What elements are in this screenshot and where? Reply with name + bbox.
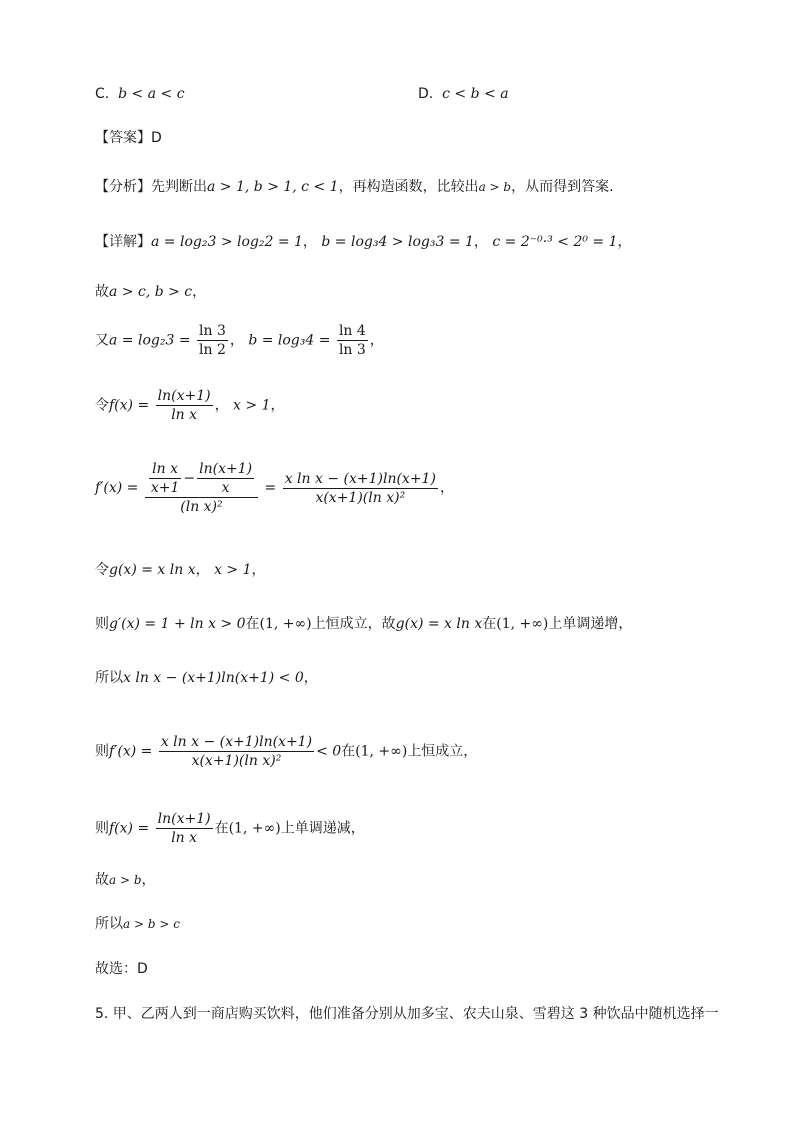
detail-tag: 【详解】	[95, 234, 151, 250]
frac-den: ln 3	[338, 342, 366, 358]
line-8-t1: 在	[341, 743, 356, 760]
frac-den: ln 2	[199, 342, 226, 358]
line-8-t2: 上恒成立，	[407, 743, 478, 760]
analysis-pre: 先判断出	[151, 179, 207, 195]
line-7: 所以x ln x − (x+1)ln(x+1) < 0，	[95, 670, 318, 686]
line-1-expr: a > c, b > c	[109, 284, 193, 300]
frac-num: ln x	[149, 460, 182, 479]
line-8	[95, 733, 477, 770]
detail-line: 【详解】a = log₂3 > log₂2 = 1， b = log₃4 > log₃3 = 1， c = 2⁻⁰·³ < 2⁰ = 1，	[95, 234, 632, 250]
fraction-ln3-ln2	[197, 322, 228, 359]
frac-den: ln x	[171, 830, 198, 846]
interval: (1, +∞)	[259, 616, 312, 632]
interval: (1, +∞)	[496, 616, 549, 632]
line-6-t3: 在	[482, 616, 497, 632]
line-3-f: f(x) =	[109, 397, 150, 414]
analysis-post: ，从而得到答案.	[511, 179, 614, 195]
line-3-cond: x > 1	[233, 397, 271, 414]
line-2-a: a = log₂3 =	[109, 332, 191, 349]
line-7-expr: x ln x − (x+1)ln(x+1) < 0	[123, 670, 304, 686]
line-10	[95, 870, 156, 890]
analysis-line	[95, 177, 614, 197]
fraction-fprime-result	[283, 470, 438, 507]
line-2-pre: 又	[95, 332, 109, 349]
interval: (1, +∞)	[355, 743, 408, 760]
line-3: 令f(x) = $\frac{\ln(x+1)}{\text{ln x}}$ ， x > 1，	[95, 388, 285, 423]
detail-eq3: c = 2⁻⁰·³ < 2⁰ = 1	[492, 234, 618, 250]
line-8-lt: < 0	[316, 743, 342, 760]
frac-den: ln x	[171, 407, 198, 423]
answer-tag: 【答案】	[95, 130, 151, 146]
question-5-text: 5. 甲、乙两人到一商店购买饮料，他们准备分别从加多宝、农夫山泉、雪碧这 3 种饮品中随机选择一	[95, 1006, 719, 1022]
answer-value: D	[151, 130, 162, 146]
line-9-f: f(x) =	[109, 820, 150, 837]
line-9	[95, 810, 365, 847]
frac-den: x(x+1)(ln x)²	[315, 489, 406, 506]
line-10-pre: 故	[95, 872, 109, 888]
line-11-pre: 所以	[95, 916, 123, 932]
inner-fraction-2	[197, 460, 254, 497]
frac-den: x(x+1)(ln x)²	[191, 753, 282, 769]
line-9-pre: 则	[95, 820, 109, 837]
fraction-ln4-ln3	[337, 322, 368, 359]
line-7-pre: 所以	[95, 670, 123, 686]
line-12-choice	[95, 959, 148, 979]
line-9-t2: 上单调递减，	[280, 820, 365, 837]
line-11	[95, 914, 180, 934]
line-5: 令g(x) = x ln x， x > 1，	[95, 562, 266, 578]
detail-eq2: b = log₃4 > log₃3 = 1	[321, 234, 474, 250]
line-2: 又a = log₂3 = $\frac{\ln 3}{\ln 2}$ ， b = log₃4 = $\frac{\ln 4}{\ln 3}$ ，	[95, 323, 384, 358]
line-4: f′(x) = $\frac{\text{ln x}}{x+1}$ − $\frac{\ln(x+1)}{x}$ (ln x)² = $\frac{\text{x ln x − (x+1)ln(x+1)}}{\text{x(x+1)(ln x)²}}$ ，	[95, 461, 454, 515]
answer-line	[95, 128, 162, 148]
line-6-t1: 在	[245, 616, 260, 632]
line-6-pre: 则	[95, 616, 109, 632]
fraction-fx	[156, 387, 213, 424]
frac-num: ln(x+1)	[157, 811, 211, 827]
line-6	[95, 614, 632, 634]
line-6-t2: 上恒成立，故	[311, 616, 396, 632]
line-5-pre: 令	[95, 562, 109, 578]
frac-num: x ln x − (x+1)ln(x+1)	[160, 734, 313, 750]
line-6-t4: 上单调递增，	[548, 616, 633, 632]
option-d-text: c < b < a	[442, 86, 509, 102]
frac-num: ln 3	[199, 323, 226, 339]
fraction-fprime-compound	[145, 460, 258, 516]
frac-den: x	[221, 480, 230, 496]
line-11-expr: a > b > c	[123, 917, 180, 931]
frac-num: ln(x+1)	[199, 461, 253, 477]
line-10-expr: a > b	[109, 873, 142, 887]
minus-sign: −	[183, 470, 196, 487]
analysis-mid: ，再构造函数，比较出	[338, 179, 479, 195]
line-9-t1: 在	[214, 820, 229, 837]
fraction-fprime-check	[159, 733, 314, 770]
line-1-pre: 故	[95, 284, 109, 300]
line-5-expr: g(x) = x ln x	[109, 562, 196, 578]
line-1-post: ，	[192, 284, 207, 300]
fraction-fx-2	[156, 810, 213, 847]
line-10-post: ，	[141, 872, 156, 888]
frac-den: x+1	[150, 480, 180, 496]
choice-text: 故选：D	[95, 961, 148, 977]
option-c-label: C.	[95, 86, 110, 102]
option-d-label: D.	[418, 86, 434, 102]
line-6-expr: g′(x) = 1 + ln x > 0	[109, 616, 246, 632]
line-8-f: f′(x) =	[109, 743, 153, 760]
detail-eq1: a = log₂3 > log₂2 = 1	[151, 234, 303, 250]
option-c	[95, 84, 185, 104]
frac-num: ln(x+1)	[157, 388, 211, 404]
frac-num: ln 4	[338, 323, 366, 339]
question-5	[95, 1004, 719, 1024]
compound-denominator: (ln x)²	[180, 499, 223, 515]
line-4-f: f′(x) =	[95, 480, 139, 496]
option-d	[418, 84, 509, 104]
analysis-cmp: a > b	[478, 180, 512, 194]
option-c-text: b < a < c	[118, 86, 185, 102]
frac-num: x ln x − (x+1)ln(x+1)	[284, 470, 436, 487]
equals-sign: =	[264, 480, 277, 496]
compound-numerator	[145, 460, 258, 498]
interval: (1, +∞)	[228, 820, 281, 837]
line-3-pre: 令	[95, 397, 109, 414]
line-5-cond: x > 1	[214, 562, 252, 578]
analysis-tag: 【分析】	[95, 179, 151, 195]
analysis-cond: a > 1, b > 1, c < 1	[207, 179, 339, 195]
line-8-pre: 则	[95, 743, 109, 760]
inner-fraction-1	[149, 460, 182, 497]
line-1	[95, 282, 206, 302]
line-6-expr2: g(x) = x ln x	[395, 616, 483, 632]
line-2-b: b = log₃4 =	[248, 332, 331, 349]
